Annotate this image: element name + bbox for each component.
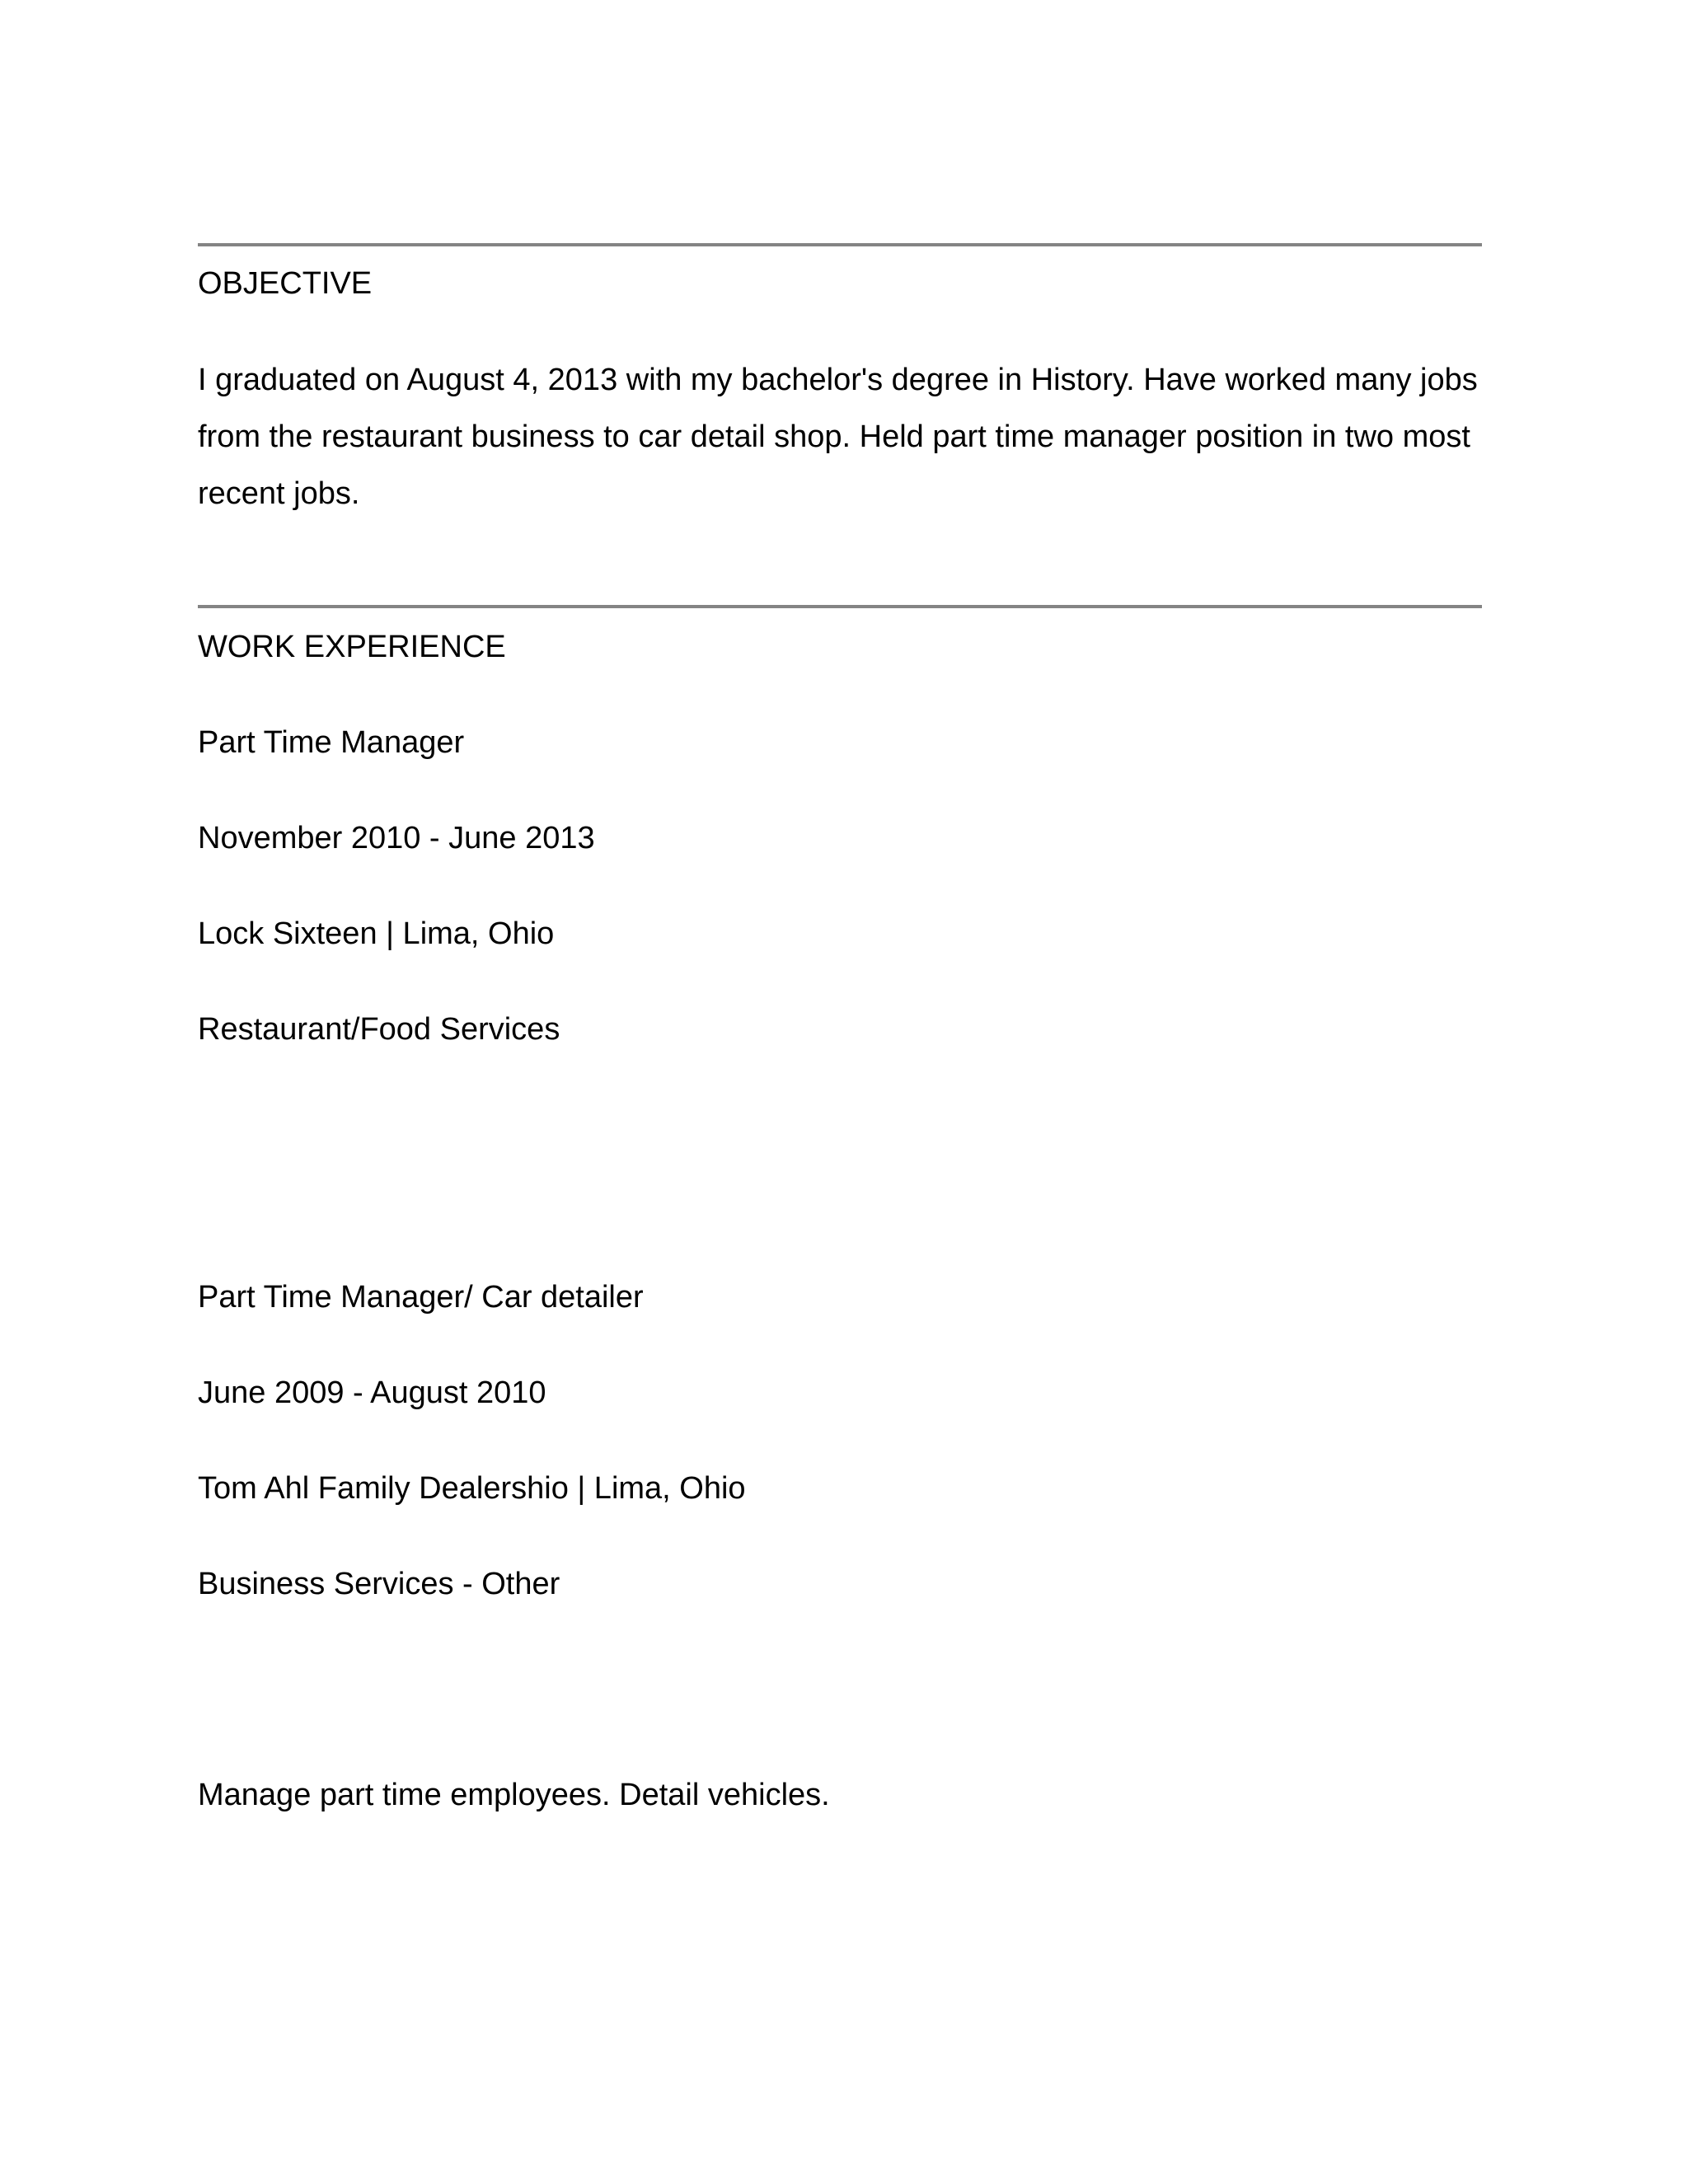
job-title: Part Time Manager	[198, 725, 465, 760]
job-title: Part Time Manager/ Car detailer	[198, 1280, 644, 1315]
objective-heading: OBJECTIVE	[198, 266, 373, 301]
job-employer: Tom Ahl Family Dealershio | Lima, Ohio	[198, 1471, 746, 1506]
section-divider	[198, 605, 1482, 608]
job-description: Manage part time employees. Detail vehicles.	[198, 1778, 830, 1812]
objective-text: I graduated on August 4, 2013 with my bachelor's degree in History. Have worked many jobs from the restaurant business to car detail shop. Held part time manager position in two most recent jobs.	[198, 363, 1478, 511]
job-industry: Business Services - Other	[198, 1567, 560, 1601]
job-dates: November 2010 - June 2013	[198, 821, 595, 855]
job-dates: June 2009 - August 2010	[198, 1376, 546, 1410]
section-divider	[198, 243, 1482, 246]
job-industry: Restaurant/Food Services	[198, 1012, 560, 1047]
job-employer: Lock Sixteen | Lima, Ohio	[198, 916, 555, 951]
work-experience-heading: WORK EXPERIENCE	[198, 630, 506, 664]
